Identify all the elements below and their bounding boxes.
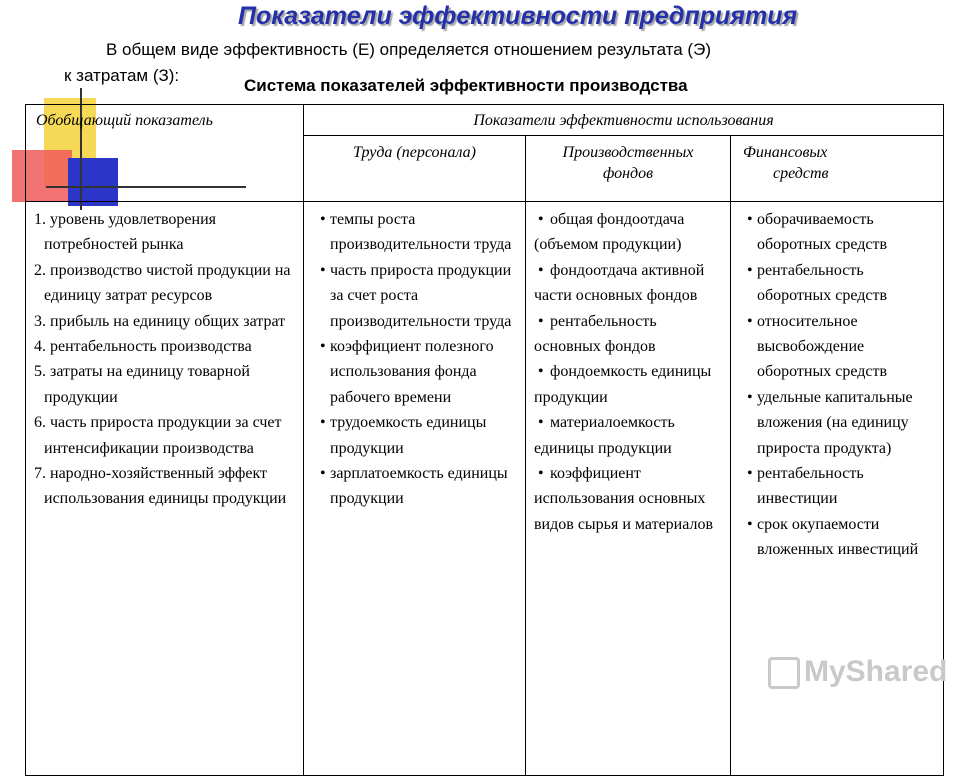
list-item: • материалоемкость единицы продукции (534, 410, 724, 461)
list-item: 5. затраты на единицу товарной продукции (34, 363, 250, 406)
labor-list (312, 207, 519, 512)
general-cell (26, 202, 304, 776)
list-item: • рентабельность инвестиции (739, 461, 937, 512)
header-finance (731, 136, 944, 202)
funds-list (534, 207, 724, 537)
list-item: • фондоемкость единицы продукции (534, 359, 724, 410)
funds-cell (526, 202, 731, 776)
list-item: • темпы роста производительности труда (312, 207, 519, 258)
list-item: 3. прибыль на единицу общих затрат (34, 312, 286, 330)
labor-cell (304, 202, 526, 776)
list-item: 7. народно-хозяйственный эффект использования единицы продукции (34, 465, 287, 508)
list-item: • общая фондоотдача (объемом продукции) (534, 207, 724, 258)
header-funds-line1: Производственных (562, 144, 694, 161)
header-finance-line1: Финансовых (743, 144, 828, 161)
page-title: Показатели эффективности предприятия (238, 2, 798, 30)
list-item: 4. рентабельность производства (34, 338, 252, 356)
finance-list (739, 207, 937, 563)
watermark-text: MyShared (804, 655, 948, 688)
intro-line-2: к затратам (З): (64, 66, 180, 85)
list-item: • коэффициент использования основных видов сырья и материалов (534, 461, 724, 537)
list-item: 2. производство чистой продукции на единицу затрат ресурсов (34, 261, 291, 305)
list-item: • трудоемкость единицы продукции (312, 410, 519, 461)
watermark-logo-icon (768, 657, 800, 689)
list-item: • относительное высвобождение оборотных средств (739, 309, 937, 385)
header-group: Показатели эффективности использования (304, 105, 944, 136)
list-item: • удельные капитальные вложения (на единицу прироста продукта) (739, 385, 937, 461)
list-item: • часть прироста продукции за счет роста производительности труда (312, 258, 519, 334)
finance-cell (731, 202, 944, 776)
header-labor: Труда (персонала) (304, 136, 526, 202)
list-item: • рентабельность оборотных средств (739, 258, 937, 309)
list-item: 1. уровень удовлетворения потребностей рынка (34, 211, 217, 254)
list-item: • зарплатоемкость единицы продукции (312, 461, 519, 512)
list-item: • фондоотдача активной части основных фондов (534, 258, 724, 309)
watermark (768, 655, 947, 689)
list-item: 6. часть прироста продукции за счет интенсификации производства (34, 414, 282, 457)
list-item: • срок окупаемости вложенных инвестиций (739, 512, 937, 563)
header-funds (526, 136, 731, 202)
list-item: • рентабельность основных фондов (534, 309, 724, 360)
list-item: • оборачиваемость оборотных средств (739, 207, 937, 258)
list-item: • коэффициент полезного использования фонда рабочего времени (312, 334, 519, 410)
general-list (34, 207, 297, 512)
table-title: Система показателей эффективности производства (244, 76, 688, 95)
intro-line-1: В общем виде эффективность (Е) определяется отношением результата (Э) (106, 40, 711, 59)
header-funds-line2: фондов (602, 165, 654, 182)
header-finance-line2: средств (773, 165, 829, 182)
header-general: Обобщающий показатель (26, 105, 304, 202)
